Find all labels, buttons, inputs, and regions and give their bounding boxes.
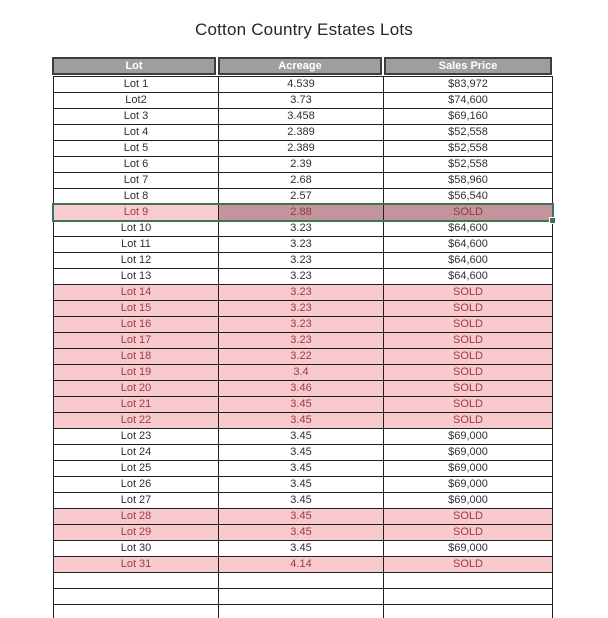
table-row <box>54 397 552 413</box>
header-cell-acreage[interactable]: Acreage <box>218 57 382 75</box>
cell-lot[interactable]: Lot 18 <box>54 349 219 364</box>
cell-lot[interactable]: Lot 30 <box>54 541 219 556</box>
cell-acreage[interactable] <box>219 573 384 588</box>
cell-lot[interactable]: Lot 16 <box>54 317 219 332</box>
cell-acreage[interactable]: 3.45 <box>219 429 384 444</box>
cell-lot[interactable]: Lot 1 <box>54 77 219 92</box>
cell-price[interactable]: SOLD <box>384 365 552 380</box>
cell-price[interactable]: $69,000 <box>448 430 488 442</box>
cell-lot[interactable]: Lot 5 <box>54 141 219 156</box>
table-row <box>54 77 552 93</box>
cell-acreage[interactable]: 3.23 <box>219 285 384 300</box>
cell-lot[interactable]: Lot 31 <box>54 557 219 572</box>
cell-acreage[interactable]: 2.88 <box>219 205 384 220</box>
cell-price[interactable]: $69,000 <box>448 462 488 474</box>
table-row <box>54 541 552 557</box>
table-row <box>54 365 552 381</box>
cell-acreage[interactable]: 3.45 <box>219 493 384 508</box>
cell-lot[interactable]: Lot 25 <box>54 461 219 476</box>
cell-acreage[interactable]: 4.14 <box>219 557 384 572</box>
cell-lot[interactable]: Lot 17 <box>54 333 219 348</box>
cell-acreage[interactable]: 2.57 <box>219 189 384 204</box>
cell-price[interactable]: $69,000 <box>448 542 488 554</box>
cell-acreage[interactable]: 3.45 <box>219 509 384 524</box>
table-row <box>54 429 552 445</box>
cell-lot[interactable]: Lot2 <box>54 93 219 108</box>
cell-price[interactable]: SOLD <box>384 381 552 396</box>
table-row <box>54 109 552 125</box>
cell-lot[interactable]: Lot 4 <box>54 125 219 140</box>
cell-acreage[interactable]: 3.23 <box>219 269 384 284</box>
table-row <box>54 493 552 509</box>
cell-price[interactable]: $52,558 <box>448 126 488 138</box>
table-row <box>54 173 552 189</box>
table-row <box>54 285 552 301</box>
header-cell-lot[interactable]: Lot <box>52 57 216 75</box>
table-row <box>54 221 552 237</box>
cell-acreage[interactable]: 3.22 <box>219 349 384 364</box>
cell-lot[interactable]: Lot 11 <box>54 237 219 252</box>
cell-price[interactable]: SOLD <box>384 285 552 300</box>
cell-price[interactable]: SOLD <box>384 301 552 316</box>
cell-lot[interactable]: Lot 26 <box>54 477 219 492</box>
cell-acreage[interactable]: 3.45 <box>219 525 384 540</box>
cell-acreage[interactable]: 3.45 <box>219 477 384 492</box>
cell-lot[interactable]: Lot 20 <box>54 381 219 396</box>
cell-acreage[interactable]: 3.45 <box>219 541 384 556</box>
table-row <box>54 509 552 525</box>
cell-lot[interactable]: Lot 24 <box>54 445 219 460</box>
cell-price[interactable] <box>384 573 552 588</box>
cell-price[interactable]: SOLD <box>384 525 552 540</box>
cell-price[interactable]: $58,960 <box>448 174 488 186</box>
table-row-empty <box>54 605 552 618</box>
table-row <box>54 525 552 541</box>
cell-acreage[interactable]: 3.23 <box>219 253 384 268</box>
header-cell-sales-price[interactable]: Sales Price <box>384 57 552 75</box>
cell-acreage[interactable]: 2.389 <box>219 125 384 140</box>
table-row <box>54 253 552 269</box>
cell-price[interactable]: SOLD <box>384 205 552 220</box>
cell-lot[interactable]: Lot 27 <box>54 493 219 508</box>
cell-acreage[interactable]: 3.458 <box>219 109 384 124</box>
cell-price[interactable]: $69,000 <box>448 494 488 506</box>
cell-acreage[interactable]: 3.45 <box>219 461 384 476</box>
table-row <box>54 125 552 141</box>
cell-lot[interactable]: Lot 10 <box>54 221 219 236</box>
cell-price[interactable]: $64,600 <box>448 270 488 282</box>
table-row <box>54 205 552 221</box>
table-row <box>54 445 552 461</box>
cell-lot[interactable]: Lot 23 <box>54 429 219 444</box>
table-row <box>54 333 552 349</box>
cell-price[interactable]: $74,600 <box>448 94 488 106</box>
table-row <box>54 381 552 397</box>
table-row <box>54 157 552 173</box>
cell-lot[interactable]: Lot 21 <box>54 397 219 412</box>
cell-acreage[interactable]: 2.68 <box>219 173 384 188</box>
table-row <box>54 557 552 573</box>
cell-acreage[interactable]: 3.23 <box>219 333 384 348</box>
table-row-empty <box>54 573 552 589</box>
cell-lot[interactable]: Lot 6 <box>54 157 219 172</box>
cell-lot[interactable]: Lot 22 <box>54 413 219 428</box>
cell-price[interactable]: $69,000 <box>448 446 488 458</box>
cell-acreage[interactable]: 3.45 <box>219 397 384 412</box>
table-body <box>53 76 553 618</box>
cell-acreage[interactable]: 3.45 <box>219 445 384 460</box>
cell-acreage[interactable] <box>219 605 384 618</box>
cell-price[interactable]: $52,558 <box>448 142 488 154</box>
cell-price[interactable]: $69,160 <box>448 110 488 122</box>
table-row <box>54 477 552 493</box>
table-row-empty <box>54 589 552 605</box>
table-row <box>54 461 552 477</box>
table-row <box>54 301 552 317</box>
cell-acreage[interactable]: 2.389 <box>219 141 384 156</box>
cell-price[interactable]: $64,600 <box>448 254 488 266</box>
cell-acreage[interactable]: 4.539 <box>219 77 384 92</box>
cell-price[interactable]: $83,972 <box>448 78 488 90</box>
cell-price[interactable]: $52,558 <box>448 158 488 170</box>
cell-lot[interactable]: Lot 7 <box>54 173 219 188</box>
table-row <box>54 413 552 429</box>
table-row <box>54 349 552 365</box>
cell-lot[interactable]: Lot 19 <box>54 365 219 380</box>
table-row <box>54 237 552 253</box>
cell-price[interactable]: SOLD <box>384 397 552 412</box>
cell-lot[interactable] <box>54 573 219 588</box>
cell-price[interactable]: SOLD <box>384 509 552 524</box>
page-title: Cotton Country Estates Lots <box>194 20 413 39</box>
table-row <box>54 317 552 333</box>
cell-lot[interactable]: Lot 29 <box>54 525 219 540</box>
cell-acreage[interactable]: 3.23 <box>219 237 384 252</box>
cell-price[interactable]: SOLD <box>384 413 552 428</box>
cell-price[interactable]: SOLD <box>384 317 552 332</box>
cell-price[interactable]: $64,600 <box>448 238 488 250</box>
cell-lot[interactable]: Lot 13 <box>54 269 219 284</box>
cell-acreage[interactable]: 3.4 <box>219 365 384 380</box>
cell-acreage[interactable]: 3.46 <box>219 381 384 396</box>
table-row <box>54 189 552 205</box>
table-row <box>54 141 552 157</box>
cell-price[interactable]: $69,000 <box>448 478 488 490</box>
table-row <box>54 93 552 109</box>
cell-lot[interactable] <box>54 589 219 604</box>
cell-acreage[interactable]: 3.23 <box>219 317 384 332</box>
cell-lot[interactable]: Lot 15 <box>54 301 219 316</box>
cell-acreage[interactable]: 3.45 <box>219 413 384 428</box>
cell-price[interactable] <box>384 589 552 604</box>
cell-acreage[interactable]: 3.23 <box>219 301 384 316</box>
cell-price[interactable]: $56,540 <box>448 190 488 202</box>
cell-price[interactable]: SOLD <box>384 349 552 364</box>
cell-acreage[interactable] <box>219 589 384 604</box>
cell-lot[interactable]: Lot 9 <box>54 205 219 220</box>
cell-acreage[interactable]: 2.39 <box>219 157 384 172</box>
cell-price[interactable]: SOLD <box>384 333 552 348</box>
cell-lot[interactable] <box>54 605 219 618</box>
fill-handle[interactable] <box>549 217 556 224</box>
cell-price[interactable]: $64,600 <box>448 222 488 234</box>
cell-acreage[interactable]: 3.73 <box>219 93 384 108</box>
cell-price[interactable] <box>384 605 552 618</box>
table-header-row <box>52 57 552 75</box>
cell-lot[interactable]: Lot 28 <box>54 509 219 524</box>
cell-lot[interactable]: Lot 14 <box>54 285 219 300</box>
table-row <box>54 269 552 285</box>
cell-lot[interactable]: Lot 12 <box>54 253 219 268</box>
cell-acreage[interactable]: 3.23 <box>219 221 384 236</box>
cell-price[interactable]: SOLD <box>384 557 552 572</box>
cell-lot[interactable]: Lot 8 <box>54 189 219 204</box>
cell-lot[interactable]: Lot 3 <box>54 109 219 124</box>
